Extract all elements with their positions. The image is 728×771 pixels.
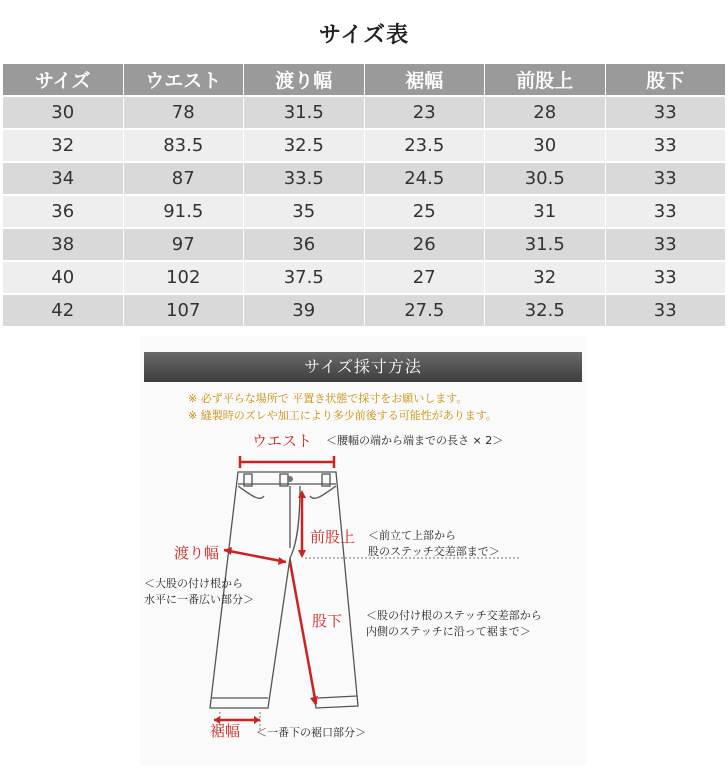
table-cell: 31 [485, 196, 605, 229]
table-cell: 33.5 [244, 163, 364, 196]
table-cell: 33 [606, 130, 726, 163]
table-cell: 30 [3, 97, 123, 130]
table-row [3, 196, 725, 229]
table-cell: 33 [606, 163, 726, 196]
header-waist: ウエスト [124, 64, 244, 97]
table-cell: 27.5 [365, 295, 485, 328]
table-cell: 31.5 [244, 97, 364, 130]
table-cell: 33 [606, 262, 726, 295]
table-row [3, 163, 725, 196]
table-cell: 28 [485, 97, 605, 130]
table-cell: 35 [244, 196, 364, 229]
button-icon [287, 476, 293, 482]
table-cell: 87 [124, 163, 244, 196]
table-cell: 37.5 [244, 262, 364, 295]
table-cell: 33 [606, 196, 726, 229]
table-cell: 32.5 [485, 295, 605, 328]
header-size: サイズ [3, 64, 123, 97]
note-flat: ※ 必ず平らな場所で 平置き状態で採寸をお願いします。 [188, 392, 468, 405]
rise-desc-line2: 股のステッチ交差部まで＞ [368, 545, 500, 558]
table-cell: 107 [124, 295, 244, 328]
table-cell: 83.5 [124, 130, 244, 163]
guide-header: サイズ採寸方法 [144, 352, 582, 382]
table-cell: 24.5 [365, 163, 485, 196]
table-cell: 33 [606, 295, 726, 328]
table-cell: 30 [485, 130, 605, 163]
table-cell: 23.5 [365, 130, 485, 163]
table-cell: 30.5 [485, 163, 605, 196]
header-hem: 裾幅 [365, 64, 485, 97]
rise-label: 前股上 [310, 528, 356, 546]
measurement-guide [140, 336, 586, 766]
table-row [3, 295, 725, 328]
table-cell: 27 [365, 262, 485, 295]
table-row [3, 262, 725, 295]
table-cell: 26 [365, 229, 485, 262]
table-cell: 32.5 [244, 130, 364, 163]
table-cell: 33 [606, 97, 726, 130]
table-row [3, 97, 725, 130]
table-cell: 42 [3, 295, 123, 328]
thigh-label: 渡り幅 [174, 544, 220, 562]
table-cell: 33 [606, 229, 726, 262]
table-cell: 25 [365, 196, 485, 229]
table-header-row [3, 64, 725, 97]
size-table [2, 64, 726, 328]
table-cell: 78 [124, 97, 244, 130]
note-variance: ※ 縫製時のズレや加工により多少前後する可能性があります。 [188, 409, 497, 422]
hem-desc: ＜一番下の裾口部分＞ [256, 726, 366, 739]
thigh-desc-line1: ＜大股の付け根から [144, 577, 243, 590]
header-rise: 前股上 [485, 64, 605, 97]
inseam-desc [366, 608, 542, 640]
inseam-desc-line2: 内側のステッチに沿って裾まで＞ [366, 625, 531, 638]
rise-desc [368, 528, 500, 560]
header-thigh: 渡り幅 [244, 64, 364, 97]
table-cell: 38 [3, 229, 123, 262]
table-row [3, 130, 725, 163]
table-cell: 102 [124, 262, 244, 295]
guide-dotted-lines [220, 558, 520, 730]
table-cell: 32 [3, 130, 123, 163]
waist-label: ウエスト [252, 432, 313, 450]
thigh-desc [144, 576, 254, 608]
table-cell: 97 [124, 229, 244, 262]
waist-desc: ＜腰幅の端から端までの長さ × 2＞ [326, 434, 504, 447]
rise-desc-line1: ＜前立て上部から [368, 529, 456, 542]
inseam-label: 股下 [312, 612, 343, 630]
inseam-desc-line1: ＜股の付け根のステッチ交差部から [366, 609, 542, 622]
page-title: サイズ表 [318, 23, 410, 48]
table-cell: 36 [244, 229, 364, 262]
table-cell: 34 [3, 163, 123, 196]
hem-label: 裾幅 [210, 722, 241, 740]
table-cell: 91.5 [124, 196, 244, 229]
table-cell: 39 [244, 295, 364, 328]
table-row [3, 229, 725, 262]
table-cell: 31.5 [485, 229, 605, 262]
table-cell: 40 [3, 262, 123, 295]
table-cell: 23 [365, 97, 485, 130]
table-cell: 32 [485, 262, 605, 295]
table-cell: 36 [3, 196, 123, 229]
header-inseam: 股下 [606, 64, 726, 97]
thigh-desc-line2: 水平に一番広い部分＞ [144, 593, 254, 606]
